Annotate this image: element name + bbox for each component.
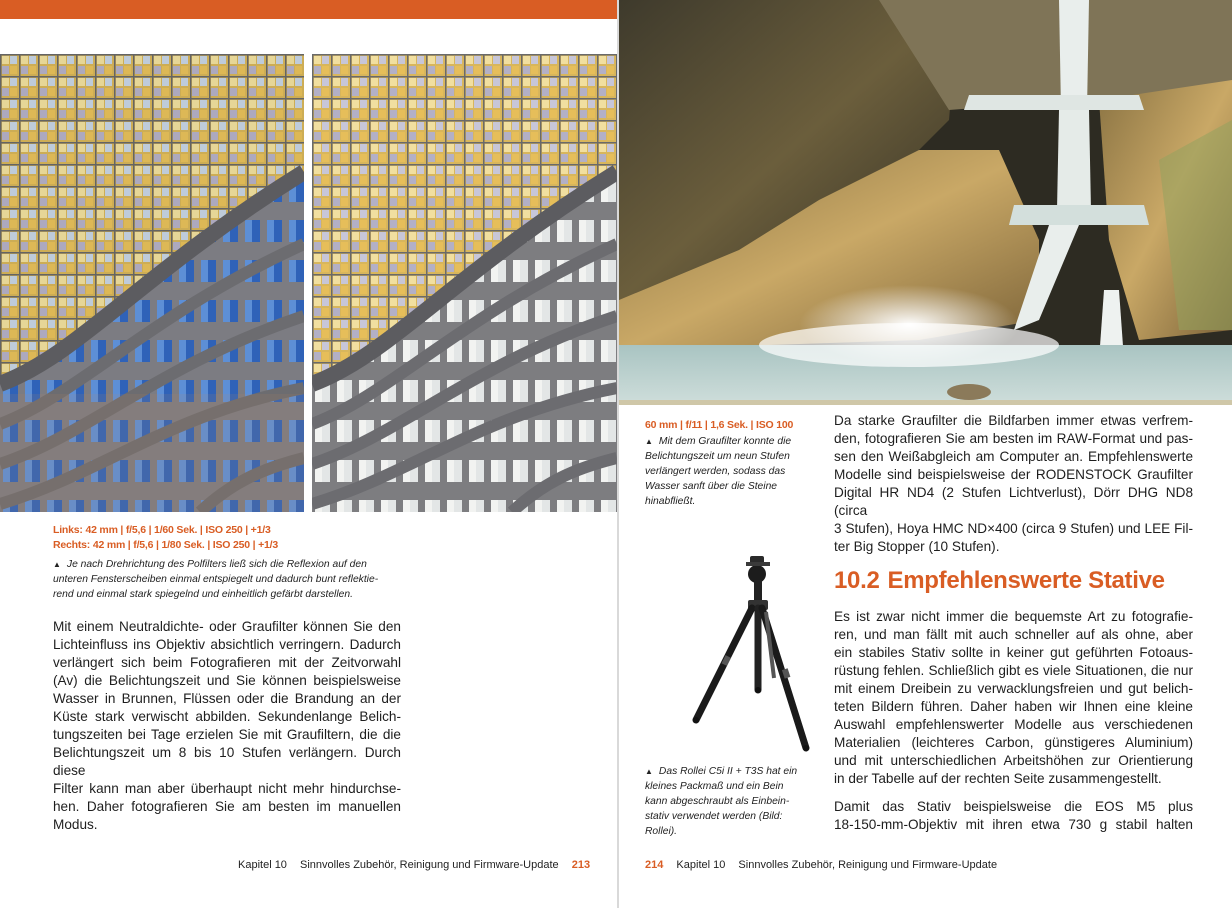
- text-line: Mit einem Neutraldichte- oder Graufilter können Sie den: [53, 619, 401, 634]
- caption-marker-icon: ▲: [645, 767, 653, 776]
- text-line: Küste stark verwischt abbilden. Sekundenlange Belich-: [53, 709, 401, 724]
- text-line: (Av) die Belichtungszeit und Sie können beispielsweise: [53, 673, 401, 688]
- body-paragraph-continued: [834, 798, 1193, 834]
- body-paragraph-intro: [834, 412, 1193, 556]
- page-number: 214: [645, 859, 664, 871]
- building-photo-polarized: [312, 54, 617, 512]
- page-number: 213: [571, 859, 591, 871]
- text-line: 18-150-mm-Objektiv mit ihren etwa 730 g stabil halten: [834, 817, 1193, 832]
- text-line: den, fotografieren Sie am besten im RAW-Format und pas-: [834, 431, 1193, 446]
- section-title: Empfehlenswerte Stative: [887, 567, 1165, 594]
- caption-line: unteren Fensterscheiben einmal entspiegelt und dadurch bunt reflektie-: [53, 574, 379, 585]
- caption-line: kleines Packmaß und ein Bein: [645, 781, 784, 792]
- page-footer-left: [238, 859, 590, 871]
- section-heading: [834, 567, 1165, 595]
- text-line: 3 Stufen), Hoya HMC ND×400 (circa 9 Stufen) und LEE Fil-: [834, 521, 1193, 536]
- text-line: verlängert sich beim Fotografieren mit der Zeitvorwahl: [53, 655, 401, 670]
- text-line: Es ist zwar nicht immer die bequemste Art zu fotografie-: [834, 609, 1193, 624]
- text-line: mit einem Dreibein zu verwacklungsfreien und gut belich-: [834, 681, 1193, 696]
- section-number: 10.2: [834, 567, 880, 594]
- building-photo-reflective: [0, 54, 304, 512]
- caption-line: Das Rollei C5i II + T3S hat ein: [658, 766, 798, 777]
- text-line: in der Tabelle auf der rechten Seite zusammengestellt.: [834, 771, 1162, 786]
- tripod-photo: [674, 550, 824, 760]
- text-line: Lichteinfluss ins Objektiv absichtlich verringern. Dadurch: [53, 637, 401, 652]
- body-paragraph-left: [53, 618, 401, 834]
- text-line: Digital HR ND4 (2 Stufen Lichtverlust), Dörr DHG ND8 (circa: [834, 485, 1193, 518]
- waterfall-exif: 60 mm | f/11 | 1,6 Sek. | ISO 100: [645, 419, 794, 431]
- text-line: Damit das Stativ beispielsweise die EOS M5 plus: [834, 799, 1193, 814]
- chapter-color-bar: [0, 0, 617, 19]
- text-line: Modelle sind beispielsweise der RODENSTOCK Graufilter: [834, 467, 1193, 482]
- text-line: rüstung fehlen. Schließlich gibt es viele Situationen, die nur: [834, 663, 1193, 678]
- text-line: Filter kann man aber überhaupt nicht mehr hindurchse-: [53, 781, 401, 796]
- caption-marker-icon: ▲: [645, 437, 653, 446]
- waterfall-caption: [645, 434, 825, 509]
- waterfall-photo: [619, 0, 1232, 405]
- footer-chapter: Kapitel 10: [676, 859, 726, 871]
- photo-caption: [53, 557, 413, 602]
- text-line: und mit unterschiedlichen Arbeitshöhen zur Orientierung: [834, 753, 1193, 768]
- footer-title: Sinnvolles Zubehör, Reinigung und Firmware-Update: [738, 859, 998, 871]
- caption-line: rend und einmal stark spiegelnd und einheitlich gefärbt darstellen.: [53, 589, 353, 600]
- text-line: ter Big Stopper (10 Stufen).: [834, 539, 1000, 554]
- photo-exif-left: Links: 42 mm | f/5,6 | 1/60 Sek. | ISO 250 | +1/3: [53, 524, 271, 536]
- caption-line: stativ verwendet werden (Bild:: [645, 811, 783, 822]
- text-line: Belichtungszeit um 8 bis 10 Stufen verlängern. Durch diese: [53, 745, 401, 778]
- caption-line: Mit dem Graufilter konnte die: [658, 436, 792, 447]
- footer-chapter: Kapitel 10: [238, 859, 287, 871]
- body-paragraph-section: [834, 608, 1193, 788]
- text-line: Wasser in Brunnen, Flüssen oder die Brandung an der: [53, 691, 401, 706]
- text-line: Auswahl empfehlenswerter Modelle aus verschiedenen: [834, 717, 1193, 732]
- caption-line: hinabfließt.: [645, 496, 696, 507]
- caption-line: Je nach Drehrichtung des Polfilters ließ sich die Reflexion auf den: [66, 559, 367, 570]
- caption-line: verlängert werden, sodass das: [645, 466, 786, 477]
- text-line: Materialien (leichteres Carbon, günstigeres Aluminium): [834, 735, 1193, 750]
- caption-line: Belichtungszeit um neun Stufen: [645, 451, 790, 462]
- caption-line: kann abgeschraubt als Einbein-: [645, 796, 790, 807]
- footer-title: Sinnvolles Zubehör, Reinigung und Firmware-Update: [300, 859, 559, 871]
- text-line: ren, und man fällt mit auch schneller auf als ohne, aber: [834, 627, 1193, 642]
- page-footer-right: [645, 859, 997, 871]
- caption-marker-icon: ▲: [53, 560, 61, 569]
- text-line: ein stabiles Stativ sollte in keiner gut geführten Fotoaus-: [834, 645, 1193, 660]
- tripod-caption: [645, 764, 820, 839]
- text-line: sen den Weißabgleich am Computer an. Empfehlenswerte: [834, 449, 1193, 464]
- photo-exif-right: Rechts: 42 mm | f/5,6 | 1/80 Sek. | ISO 250 | +1/3: [53, 539, 278, 551]
- text-line: tungszeiten bei Tage erzielen Sie mit Graufiltern, die die: [53, 727, 401, 742]
- text-line: Da starke Graufilter die Bildfarben immer etwas verfrem-: [834, 413, 1193, 428]
- caption-line: Wasser sanft über die Steine: [645, 481, 778, 492]
- caption-line: Rollei).: [645, 826, 678, 837]
- text-line: hen. Daher fotografieren Sie am besten im manuellen: [53, 799, 401, 814]
- right-page: [619, 0, 1232, 908]
- text-line: teten Bildern führen. Daher haben wir Ihnen eine kleine: [834, 699, 1193, 714]
- text-line: Modus.: [53, 817, 98, 832]
